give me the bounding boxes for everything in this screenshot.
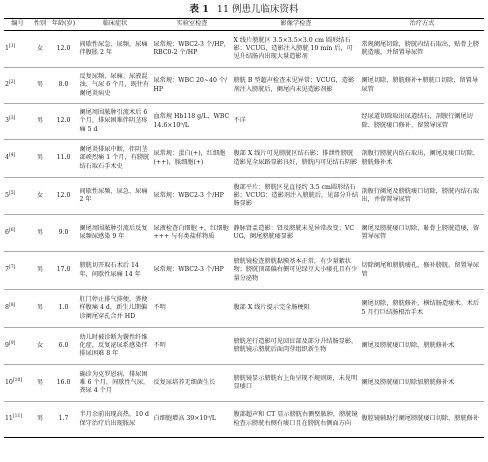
- table-row: [4, 252, 484, 290]
- table-row: [4, 140, 484, 178]
- header-lab: 实验室检查: [176, 20, 208, 28]
- table-title-text: 11 例患儿临床资料: [216, 4, 299, 15]
- cell-imaging: X 线片膀胱区 3.5×3.5×3.0 cm 圆形结石影；VCUG，造影注入膀胱 10 min 后，可见升结肠内出现大量造影剂: [233, 36, 353, 61]
- cell-lab: 尿常规：WBC2-3 个/HP: [153, 191, 224, 199]
- cell-symptoms: 半月余前出现高热，10 d 保守治疗后出现脓尿: [79, 411, 149, 427]
- table-row: [4, 365, 484, 402]
- cell-id: 2[2]: [5, 80, 16, 89]
- cell-age: 6.0: [58, 341, 69, 349]
- cell-lab: 不明: [153, 304, 166, 312]
- cell-lab: 尿常规：蛋白(+)，红细胞(++)，脓细胞(+): [153, 150, 226, 166]
- cell-id: 10[10]: [5, 377, 23, 386]
- cell-age: 1.7: [58, 415, 69, 423]
- cell-treatment: 剖腹行阑尾及膀胱瘘口切除，膀胱内结石取出，并留置导尿管: [361, 187, 480, 203]
- cell-id: 4[4]: [5, 153, 16, 162]
- cell-lab: 不明: [153, 341, 166, 349]
- header-treatment: 治疗方式: [409, 20, 435, 28]
- cell-imaging: 腹部 X 线片提示完全肠梗阻: [233, 304, 310, 312]
- cell-imaging: 膀胱 B 型超声检查未见异常；VCUG，造影剂注入膀胱后，阑尾内未见造影剂影: [233, 77, 355, 93]
- cell-symptoms: 间歇性尿急、尿频，尿痛伴腹胀 2 年: [79, 40, 148, 56]
- cell-sex: 男: [36, 117, 44, 125]
- cell-imaging: 腹部平片：膀胱区见直径约 3.5 cm圆形结石影；VCUG：造影剂注入膀胱后，见部分升结肠显影: [233, 183, 359, 208]
- cell-lab: 血常规 Hb118 g/L，WBC14.6×10⁹/L: [153, 113, 230, 129]
- cell-treatment: 经尿道切除取出尿道结石，剖腹行阑尾切除、膀胱瘘口修补，留置导尿管: [361, 113, 473, 129]
- cell-id: 3[3]: [5, 116, 16, 125]
- table-title: [4, 4, 484, 16]
- header-imaging: 影像学检查: [280, 20, 312, 28]
- cell-sex: 男: [36, 304, 44, 312]
- cell-age: 11.0: [56, 154, 71, 162]
- cell-imaging: 不详: [233, 117, 246, 125]
- table-row: [4, 328, 484, 365]
- cell-sex: 男: [36, 415, 44, 423]
- cell-lab: 白细胞增高 39×10⁹/L: [153, 415, 217, 423]
- cell-imaging: 静脉肾盂造影：肾及膀胱未见异常改变；VCUG，阑尾膀胱瘘显影: [233, 224, 355, 240]
- cell-id: 5[5]: [5, 190, 16, 199]
- header-sex: 性别: [33, 20, 47, 28]
- cell-treatment: 剖腹行膀胱内结石取出，阑尾及瘘口切除，膀胱修补术: [361, 150, 480, 166]
- cell-age: 9.0: [58, 228, 69, 236]
- cell-symptoms: 肛门停止排气排便，粪便样腹痛 4 d，新生儿期偏诊阑尾穿孔合并 HD: [79, 296, 148, 320]
- cell-lab: 尿液检查白细胞 +，红细胞 +++ 与有类盐样物质: [153, 224, 229, 240]
- cell-sex: 女: [36, 191, 44, 199]
- cell-id: 6[6]: [5, 227, 16, 236]
- cell-age: 1.0: [58, 304, 69, 312]
- cell-id: 7[7]: [5, 265, 16, 274]
- cell-age: 12.0: [56, 44, 71, 52]
- table-number: 表 1: [189, 4, 209, 15]
- cell-sex: 男: [36, 81, 44, 89]
- cell-age: 17.0: [56, 266, 71, 274]
- table-row: [4, 290, 484, 328]
- cell-imaging: 腹部超声和 CT 显示膀胱右侧壁脓肿，膀胱镜检查示膀胱右侧有瘘口且在膀胱右侧面方向: [233, 411, 358, 427]
- table-row: [4, 402, 484, 438]
- cell-symptoms: 阑尾炎排尿中断，伴阴茎部顽烈痛 1 个月，有膀胱结石取石手术史: [79, 146, 150, 170]
- table-header-row: [4, 19, 484, 31]
- cell-symptoms: 幼儿时被诊断为囊性纤维化症，反复泌尿系感染伴排尿困难 8 年: [79, 333, 148, 358]
- cell-imaging: 膀胱镜检查膀胱黏膜基本正常，有少量絮状物；膀胱顶部偏右侧可见绿豆大小瘘孔且有少量分泌物: [233, 258, 358, 282]
- cell-treatment: 阑尾及膀胱瘘口切除，耻骨上膀胱造瘘，留置导尿管: [361, 224, 480, 240]
- cell-treatment: 切除阑尾和膀胱瘘孔，修补膀胱，留置导尿管: [361, 262, 480, 278]
- clinical-data-table: [4, 18, 484, 438]
- header-age: 年龄(岁): [51, 20, 76, 28]
- cell-lab: 尿常规：WBC2-3 个/HP，RBC0-2 个/HP: [153, 40, 230, 56]
- cell-age: 8.0: [58, 81, 69, 89]
- cell-age: 12.0: [56, 117, 71, 125]
- cell-imaging: 膀胱镜显示膀胱右上角呈现不规则斑，未见明显瘘口: [233, 374, 358, 390]
- cell-id: 11[11]: [5, 414, 23, 423]
- cell-id: 1[1]: [5, 43, 16, 52]
- cell-symptoms: 确诊为克罗恩病，排尿困难 6 个月，间歇性气尿，粪尿 4 个月: [79, 370, 150, 395]
- cell-treatment: 阑尾切除，膀胱修补，横结肠造瘘术。术后 5 月行巨结肠根治手术: [361, 300, 480, 316]
- cell-age: 12.0: [56, 191, 71, 199]
- cell-id: 8[8]: [5, 303, 16, 312]
- cell-lab: 尿常规：WBC 20~40 个/HP: [153, 77, 228, 93]
- table-row: [4, 31, 484, 68]
- cell-symptoms: 阑尾周围脓肿引流术后 6 个月，排尿困难伴阴茎疼痛 5 d: [79, 109, 148, 133]
- cell-lab: 尿常规：WBC2-3 个/HP: [153, 266, 224, 274]
- cell-imaging: 腹部 X 线片可见膀胱区结石影；排泄性膀胱造影见全尿路显影良好，膀胱内可见结石阴影: [233, 150, 358, 166]
- cell-treatment: 阑尾切除，膀胱修补+膀胱口切除，留置导尿管: [361, 77, 479, 93]
- cell-sex: 女: [36, 341, 44, 349]
- table-row: [4, 178, 484, 215]
- cell-sex: 女: [36, 44, 44, 52]
- cell-age: 16.0: [56, 378, 71, 386]
- table-row: [4, 104, 484, 140]
- header-symptoms: 临床症状: [102, 20, 128, 28]
- cell-id: 9[9]: [5, 340, 16, 349]
- cell-sex: 男: [36, 154, 44, 162]
- cell-sex: 男: [36, 228, 44, 236]
- cell-lab: 反复尿培养无细菌生长: [153, 378, 216, 386]
- table-row: [4, 68, 484, 104]
- cell-symptoms: 间歇性尿频、尿急、尿痛 2 年: [79, 187, 148, 203]
- cell-treatment: 阑尾及膀胱瘘口切除加膀胱修补术: [361, 378, 455, 386]
- cell-sex: 男: [36, 266, 44, 274]
- table-row: [4, 215, 484, 252]
- cell-treatment: 腹腔镜辅助行阑尾膀胱瘘口切除，膀胱修补: [361, 415, 480, 423]
- cell-symptoms: 膀胱切开取石术后 14 年，间歇性尿痛 14 年: [79, 262, 141, 278]
- cell-symptoms: 阑尾周围脓肿引流后反复尿频尿感染 9 年: [79, 224, 148, 240]
- cell-sex: 男: [36, 378, 44, 386]
- cell-treatment: 常规阑尾切除，膀胱内结石取出，贴骨上膀胱造瘘，并留置导尿管: [361, 40, 480, 56]
- cell-symptoms: 反复尿频、尿痛、尿液混浊、气尿 6 个月，既往有阑尾炎病史: [79, 73, 150, 97]
- cell-imaging: 膀胱逆行造影可见回盲部及部分升结肠显影，膀胱镜示膀胱后面肉芽组织新生物: [233, 337, 358, 353]
- cell-treatment: 阑尾及膀胱瘘口切除，膀胱修补术: [361, 341, 455, 349]
- header-id: 编号: [11, 20, 24, 28]
